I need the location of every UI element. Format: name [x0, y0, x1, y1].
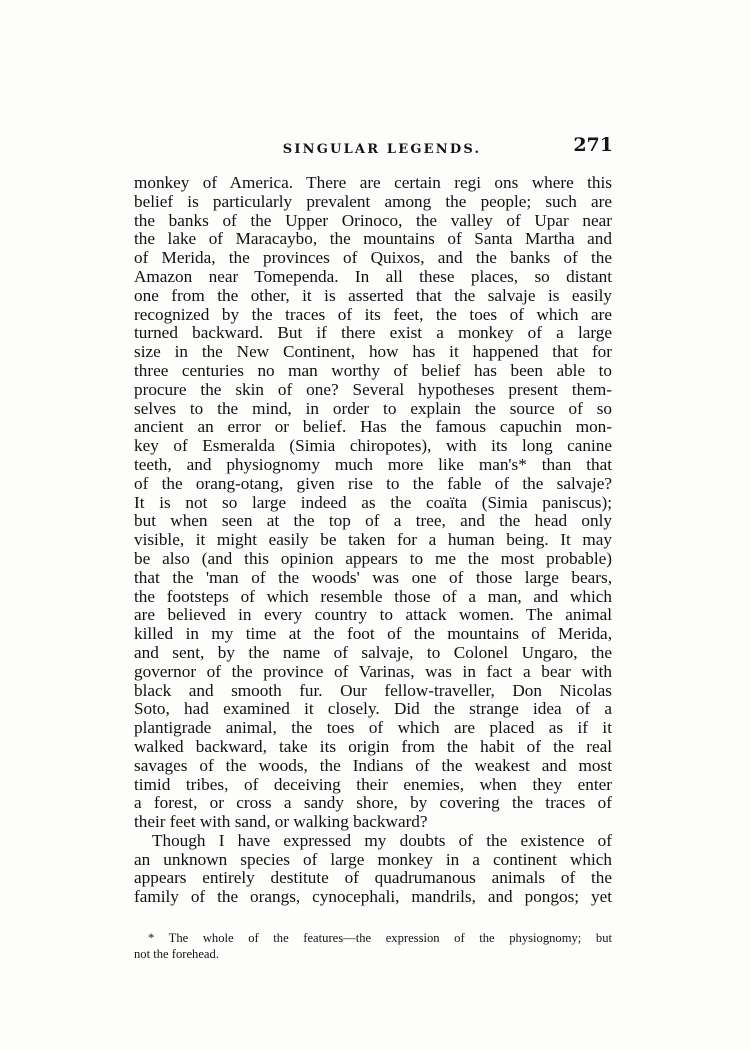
- text-line: teeth, and physiognomy much more like man's* than that: [134, 455, 612, 474]
- text-line: Soto, had examined it closely. Did the strange idea of a: [134, 700, 612, 719]
- text-line: turned backward. But if there exist a monkey of a large: [134, 324, 612, 343]
- text-line: Amazon near Tomependa. In all these places, so distant: [134, 267, 612, 286]
- text-line: killed in my time at the foot of the mountains of Merida,: [134, 625, 612, 644]
- text-line: but when seen at the top of a tree, and the head only: [134, 512, 612, 531]
- text-line: selves to the mind, in order to explain the source of so: [134, 399, 612, 418]
- text-line: of the orang-otang, given rise to the fable of the salvaje?: [134, 474, 612, 493]
- text-line: an unknown species of large monkey in a continent which: [134, 850, 612, 869]
- running-title: SINGULAR LEGENDS.: [282, 142, 482, 157]
- text-line: the lake of Maracaybo, the mountains of Santa Martha and: [134, 230, 612, 249]
- text-line: the banks of the Upper Orinoco, the valley of Upar near: [134, 211, 612, 230]
- text-line: ancient an error or belief. Has the famous capuchin mon-: [134, 418, 612, 437]
- body-text: [134, 174, 612, 907]
- text-line: belief is particularly prevalent among the people; such are: [134, 192, 612, 211]
- text-line: key of Esmeralda (Simia chiropotes), with its long canine: [134, 437, 612, 456]
- footnote-line: * The whole of the features—the expression of the physiognomy; but: [148, 931, 612, 945]
- text-line: are believed in every country to attack women. The animal: [134, 606, 612, 625]
- text-line: walked backward, take its origin from the habit of the real: [134, 737, 612, 756]
- text-line: be also (and this opinion appears to me the most probable): [134, 549, 612, 568]
- text-line: the footsteps of which resemble those of a man, and which: [134, 587, 612, 606]
- text-line: three centuries no man worthy of belief has been able to: [134, 361, 612, 380]
- text-line: savages of the woods, the Indians of the weakest and most: [134, 756, 612, 775]
- text-line: It is not so large indeed as the coaïta (Simia paniscus);: [134, 493, 612, 512]
- text-line: a forest, or cross a sandy shore, by covering the traces of: [134, 794, 612, 813]
- text-line: recognized by the traces of its feet, the toes of which are: [134, 305, 612, 324]
- text-line: timid tribes, of deceiving their enemies, when they enter: [134, 775, 612, 794]
- text-line: appears entirely destitute of quadrumanous animals of the: [134, 869, 612, 888]
- text-line: size in the New Continent, how has it happened that for: [134, 343, 612, 362]
- footnote-line: not the forehead.: [134, 947, 219, 961]
- text-line: plantigrade animal, the toes of which are placed as if it: [134, 719, 612, 738]
- text-line: their feet with sand, or walking backward?: [134, 813, 428, 832]
- text-line: black and smooth fur. Our fellow-traveller, Don Nicolas: [134, 681, 612, 700]
- text-line: Though I have expressed my doubts of the existence of: [152, 831, 612, 850]
- text-line: family of the orangs, cynocephali, mandrils, and pongos; yet: [134, 888, 612, 907]
- text-line: of Merida, the provinces of Quixos, and the banks of the: [134, 249, 612, 268]
- running-head: [135, 132, 615, 162]
- text-line: and sent, by the name of salvaje, to Colonel Ungaro, the: [134, 643, 612, 662]
- page-number: 271: [573, 134, 613, 156]
- text-line: one from the other, it is asserted that the salvaje is easily: [134, 286, 612, 305]
- text-line: procure the skin of one? Several hypotheses present them-: [134, 380, 612, 399]
- text-line: visible, it might easily be taken for a human being. It may: [134, 531, 612, 550]
- footnote: [134, 930, 612, 962]
- text-line: that the 'man of the woods' was one of those large bears,: [134, 568, 612, 587]
- text-line: monkey of America. There are certain regi ons where this: [134, 174, 612, 192]
- text-line: governor of the province of Varinas, was in fact a bear with: [134, 662, 612, 681]
